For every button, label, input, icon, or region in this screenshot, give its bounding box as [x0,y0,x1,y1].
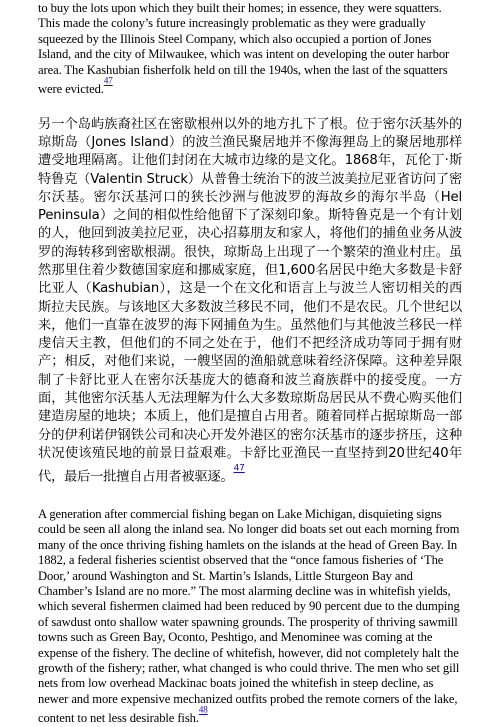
paragraph-english-1 [38,1,462,98]
footnote-link[interactable]: 48 [198,704,208,715]
paragraph-english-2 [38,507,462,727]
footnote-link[interactable]: 47 [233,463,245,474]
paragraph-text: A generation after commercial fishing began on Lake Michigan, disquieting signs could be seen all along the inland sea. No longer did boats set out each morning from many of the once thriving fishing hamlets on the islands at the head of Green Bay. In 1882, a federal fisheries scientist observed that the “once famous fisheries of ‘The Door,’ around Washington and St. Martin’s Islands, Little Sturgeon Bay and Chamber’s Island are no more.” The most alarming decline was in whitefish yields, which several fishermen claimed had been reduced by 90 percent due to the dumping of sawdust onto shallow water spawning grounds. The prosperity of thriving sawmill towns such as Green Bay, Oconto, Peshtigo, and Menominee was coming at the expense of the fishery. The decline of whitefish, however, did not completely halt the growth of the fishery; rather, what changed is who could thrive. The men who set gill nets from low overhead Mackinac boats joined the whitefish in steep decline, as newer and more expensive mechanized outfits probed the remote corners of the lake, content to net less desirable fish. [38,506,460,726]
paragraph-chinese [38,116,462,487]
paragraph-text: 另一个岛屿族裔社区在密歇根州以外的地方扎下了根。位于密尔沃基外的琼斯岛（Jones Island）的波兰渔民聚居地并不像海狸岛上的聚居地那样遭受地理隔离。让他们封闭在大城市边缘的是文化。1868年，瓦伦丁·斯特鲁克（Valentin Struck）从普鲁士统治下的波兰波美拉尼亚省访问了密尔沃基。密尔沃基河口的狭长沙洲与他波罗的海故乡的海尔半岛（Hel Peninsula）之间的相似性给他留下了深刻印象。斯特鲁克是一个有计划的人，他回到波美拉尼亚，决心招募朋友和家人，将他们的捕鱼业务从波罗的海转移到密歇根湖。很快，琼斯岛上出现了一个繁荣的渔业村庄。虽然那里住着少数德国家庭和挪威家庭，但1,600名居民中绝大多数是卡舒比亚人（Kashubian），这是一个在文化和语言上与波兰人密切相关的西斯拉夫民族。与该地区大多数波兰移民不同，他们不是农民。几个世纪以来，他们一直靠在波罗的海下网捕鱼为生。虽然他们与其他波兰移民一样虔信天主教，但他们的不同之处在于，他们不把经济成功等同于拥有财产；相反，对他们来说，一艘坚固的渔船就意味着经济保障。这种差异限制了卡舒比亚人在密尔沃基庞大的德裔和波兰裔族群中的接受度。一方面，其他密尔沃基人无法理解为什么大多数琼斯岛居民从不费心购买他们建造房屋的地块；本质上，他们是擅自占用者。随着同样占据琼斯岛一部分的伊利诺伊钢铁公司和决心开发外港区的密尔沃基市的逐步挤压，这种状况使该殖民地的前景日益艰难。卡舒比亚渔民一直坚持到20世纪40年代，最后一批擅自占用者被驱逐。 [38,116,462,485]
footnote-link[interactable]: 47 [103,75,113,86]
paragraph-text: to buy the lots upon which they built their homes; in essence, they were squatters. This made the colony’s future increasingly problematic as they were gradually squeezed by the Illinois Steel Company, which also occupied a portion of Jones Island, and the city of Milwaukee, which was intent on developing the outer harbor area. The Kashubian fisherfolk held on till the 1940s, when the last of the squatters were evicted. [38,1,450,97]
